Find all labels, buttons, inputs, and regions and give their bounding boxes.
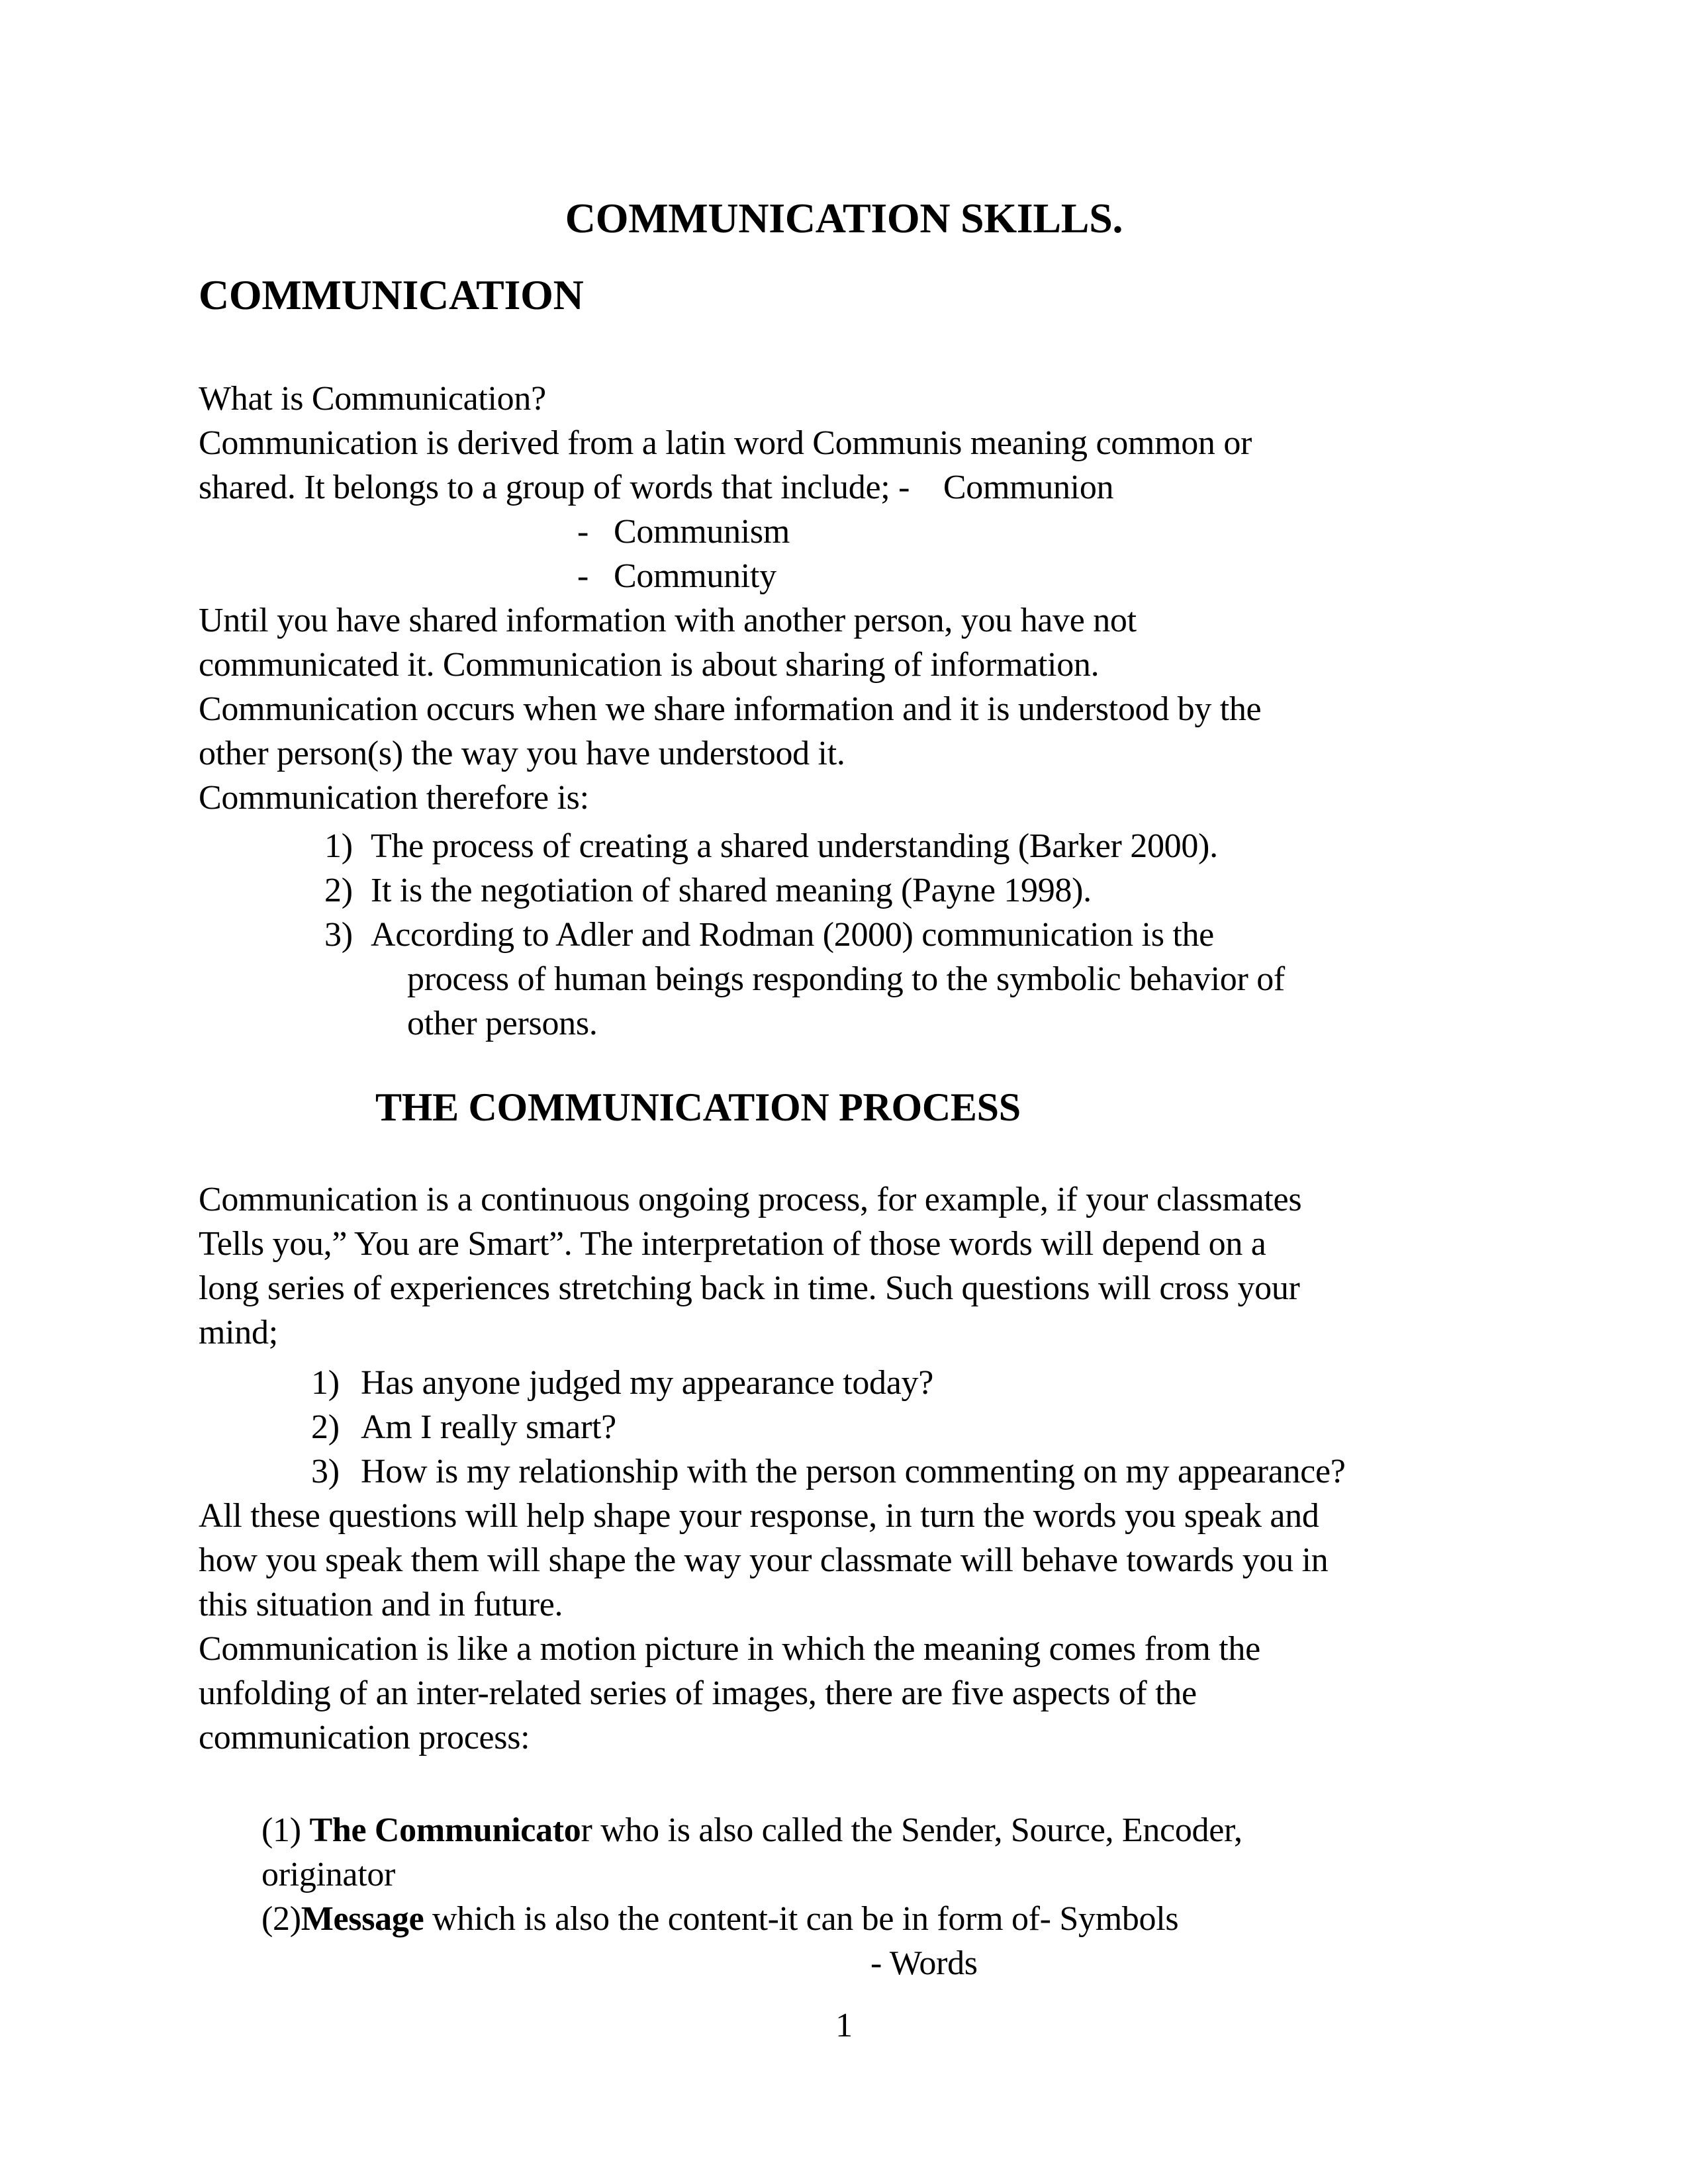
document-title: COMMUNICATION SKILLS. — [565, 195, 1123, 242]
body-line: long series of experiences stretching back in time. Such questions will cross your — [199, 1269, 1300, 1307]
list-marker: 2) — [311, 1408, 340, 1446]
body-line: mind; — [199, 1314, 278, 1351]
list-item-continuation: other persons. — [407, 1005, 598, 1042]
body-line: Communication is derived from a latin word Communis meaning common or — [199, 424, 1252, 462]
body-line: other person(s) the way you have understood it. — [199, 735, 845, 772]
paragraph-response — [199, 1494, 1489, 1760]
list-item — [311, 1361, 1489, 1405]
list-item-text: Has anyone judged my appearance today? — [361, 1364, 934, 1402]
list-item — [324, 868, 1489, 913]
section-heading-communication: COMMUNICATION — [199, 271, 584, 318]
aspect-term-bold: The Communicato — [309, 1811, 581, 1849]
body-line: Communication therefore is: — [199, 779, 589, 817]
aspect-item-communicator — [261, 1808, 1489, 1852]
dash-words-line: - Words — [870, 1944, 978, 1982]
numbered-list-definitions — [324, 824, 1489, 1046]
list-item-text: Am I really smart? — [361, 1408, 616, 1446]
numbered-list-questions — [311, 1361, 1489, 1494]
page-number: 1 — [835, 2007, 853, 2044]
aspects-list — [261, 1808, 1489, 1985]
body-line: communication process: — [199, 1719, 530, 1756]
aspect-description: which is also the content-it can be in form of- Symbols — [424, 1900, 1179, 1938]
body-line: Tells you,” You are Smart”. The interpretation of those words will depend on a — [199, 1225, 1266, 1263]
body-line: What is Communication? — [199, 380, 546, 418]
body-line: communicated it. Communication is about sharing of information. — [199, 646, 1100, 684]
aspect-item-continuation: originator — [261, 1856, 396, 1893]
list-marker: 1) — [311, 1364, 340, 1402]
dash-item-text: Community — [614, 557, 776, 595]
dash-list-item — [577, 554, 1489, 598]
body-line: this situation and in future. — [199, 1586, 563, 1623]
body-line: unfolding of an inter-related series of images, there are five aspects of the — [199, 1674, 1197, 1712]
list-item — [311, 1449, 1489, 1494]
list-marker: 3) — [324, 916, 353, 954]
list-marker: 2) — [324, 872, 353, 909]
dash-marker: - — [577, 513, 589, 551]
aspect-number: (1) — [261, 1811, 310, 1849]
dash-marker: - — [577, 557, 589, 595]
dash-item-text: Communism — [614, 513, 790, 551]
body-line: Until you have shared information with another person, you have not — [199, 602, 1137, 639]
list-marker: 1) — [324, 827, 353, 865]
body-line: All these questions will help shape your response, in turn the words you speak and — [199, 1497, 1319, 1535]
aspect-term-bold: Message — [301, 1900, 424, 1938]
list-item — [311, 1405, 1489, 1449]
body-line: shared. It belongs to a group of words that include; - Communion — [199, 469, 1114, 506]
body-line: how you speak them will shape the way your classmate will behave towards you in — [199, 1541, 1329, 1579]
dash-list-item — [577, 510, 1489, 554]
body-line: Communication is like a motion picture in which the meaning comes from the — [199, 1630, 1260, 1668]
list-marker: 3) — [311, 1453, 340, 1490]
body-line: Communication is a continuous ongoing process, for example, if your classmates — [199, 1181, 1302, 1218]
list-item — [324, 913, 1489, 957]
paragraph-definition — [199, 377, 1489, 820]
aspect-number: (2) — [261, 1900, 301, 1938]
list-item-text: It is the negotiation of shared meaning (Payne 1998). — [371, 872, 1092, 909]
list-item-continuation: process of human beings responding to the symbolic behavior of — [407, 960, 1285, 998]
list-item-text: The process of creating a shared understanding (Barker 2000). — [371, 827, 1218, 865]
aspect-description: r who is also called the Sender, Source, Encoder, — [581, 1811, 1243, 1849]
list-item — [324, 824, 1489, 868]
section-heading-process: THE COMMUNICATION PROCESS — [375, 1085, 1021, 1129]
body-line: Communication occurs when we share information and it is understood by the — [199, 690, 1262, 728]
aspect-item-message — [261, 1897, 1489, 1941]
list-item-text: According to Adler and Rodman (2000) communication is the — [371, 916, 1214, 954]
paragraph-process-intro — [199, 1177, 1489, 1355]
list-item-text: How is my relationship with the person commenting on my appearance? — [361, 1453, 1346, 1490]
